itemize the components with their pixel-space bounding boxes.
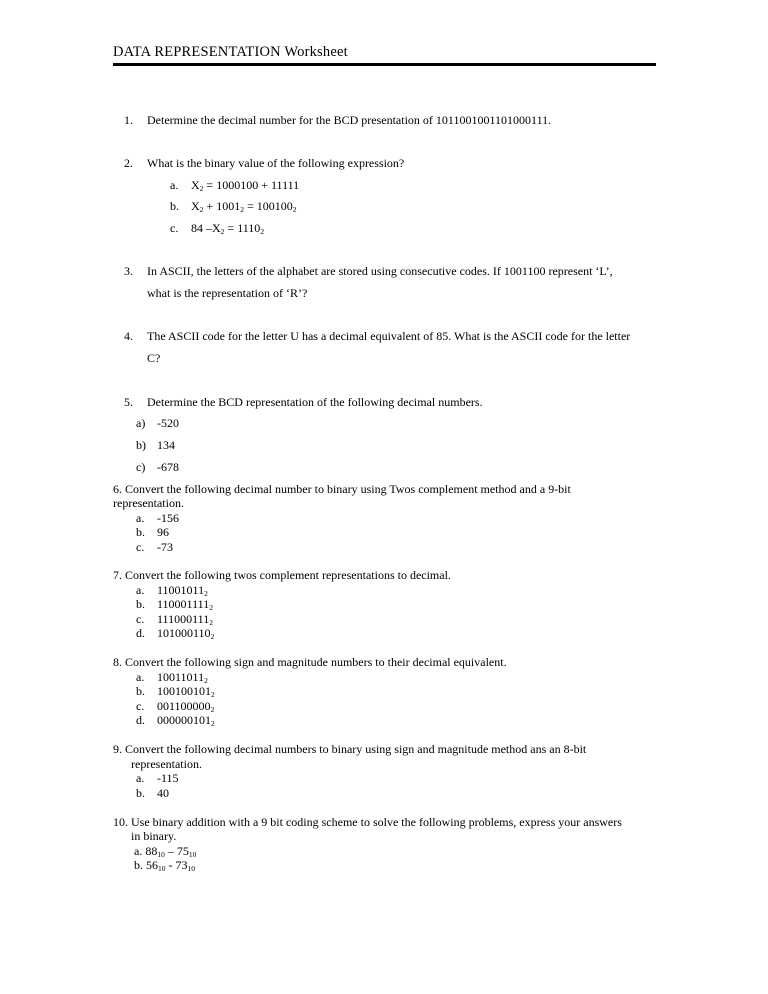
- q6-text-line1: 6. Convert the following decimal number to binary using Twos complement method and a 9-bit: [113, 482, 571, 496]
- page-title: DATA REPRESENTATION Worksheet: [113, 44, 348, 60]
- q7a-value: $11001011_2$: [157, 583, 208, 598]
- q5a-label: a): [136, 416, 146, 430]
- q7d-value: $101000110_2$: [157, 626, 215, 641]
- q7b-value: $110001111_2$: [157, 597, 213, 612]
- q8b-value: $100100101_2$: [157, 684, 215, 699]
- q3-text-line2: what is the representation of ‘R’?: [147, 286, 308, 300]
- q6c-label: c.: [136, 540, 145, 554]
- q8-text: 8. Convert the following sign and magnitude numbers to their decimal equivalent.: [113, 655, 507, 669]
- q5a-value: -520: [157, 416, 179, 430]
- q9-text-line2: representation.: [131, 757, 202, 771]
- q6-text-line2: representation.: [113, 496, 184, 510]
- q8c-value: $001100000_2$: [157, 699, 215, 714]
- q7d-label: d.: [136, 626, 145, 640]
- q2-number: 2.: [124, 156, 133, 170]
- q9b-value: 40: [157, 786, 169, 800]
- q8d-value: $000000101_2$: [157, 713, 215, 728]
- header-rule: [113, 63, 656, 66]
- q9b-label: b.: [136, 786, 145, 800]
- q6c-value: -73: [157, 540, 173, 554]
- q3-number: 3.: [124, 264, 133, 278]
- q9a-label: a.: [136, 771, 145, 785]
- q5-number: 5.: [124, 395, 133, 409]
- q4-text-line1: The ASCII code for the letter U has a decimal equivalent of 85. What is the ASCII code for the letter: [147, 329, 631, 343]
- q6b-label: b.: [136, 525, 145, 539]
- q7-text: 7. Convert the following twos complement representations to decimal.: [113, 568, 451, 582]
- q8d-label: d.: [136, 713, 145, 727]
- q8c-label: c.: [136, 699, 145, 713]
- q1-number: 1.: [124, 113, 133, 127]
- q9a-value: -115: [157, 771, 179, 785]
- q5b-label: b): [136, 438, 146, 452]
- q7b-label: b.: [136, 597, 145, 611]
- q2a-expression: $X_2 = 1000100 + 11111$: [191, 178, 300, 193]
- q8a-label: a.: [136, 670, 145, 684]
- q8a-value: $10011011_2$: [157, 670, 208, 685]
- q5c-value: -678: [157, 460, 179, 474]
- q10b-expression: b. $56_{10} - 73_{10}$: [134, 858, 195, 873]
- q2a-label: a.: [170, 178, 179, 192]
- q2b-label: b.: [170, 199, 179, 213]
- q10-text-line2: in binary.: [131, 829, 177, 843]
- q7c-value: $111000111_2$: [157, 612, 213, 627]
- q8b-label: b.: [136, 684, 145, 698]
- q5c-label: c): [136, 460, 146, 474]
- q4-number: 4.: [124, 329, 133, 343]
- q5b-value: 134: [157, 438, 175, 452]
- q7a-label: a.: [136, 583, 145, 597]
- q7c-label: c.: [136, 612, 145, 626]
- q1-text: Determine the decimal number for the BCD presentation of 1011001001101000111.: [147, 113, 552, 127]
- q2b-expression: $X_2 + 1001_2 = 100100_2$: [191, 199, 297, 214]
- q6b-value: 96: [157, 525, 169, 539]
- q6a-value: -156: [157, 511, 179, 525]
- q3-text-line1: In ASCII, the letters of the alphabet are stored using consecutive codes. If 1001100 represent ‘L’,: [147, 264, 613, 278]
- q10-text-line1: 10. Use binary addition with a 9 bit coding scheme to solve the following problems, express your answers: [113, 815, 622, 829]
- q2-text: What is the binary value of the following expression?: [147, 156, 405, 170]
- q2c-label: c.: [170, 221, 179, 235]
- q4-text-line2: C?: [147, 351, 161, 365]
- q10a-expression: a. $88_{10} - 75_{10}$: [134, 844, 197, 859]
- q9-text-line1: 9. Convert the following decimal numbers to binary using sign and magnitude method ans an 8-bit: [113, 742, 587, 756]
- q2c-expression: 84 $-X_2 = 1110_2$: [191, 221, 265, 236]
- q5-text: Determine the BCD representation of the following decimal numbers.: [147, 395, 483, 409]
- q6a-label: a.: [136, 511, 145, 525]
